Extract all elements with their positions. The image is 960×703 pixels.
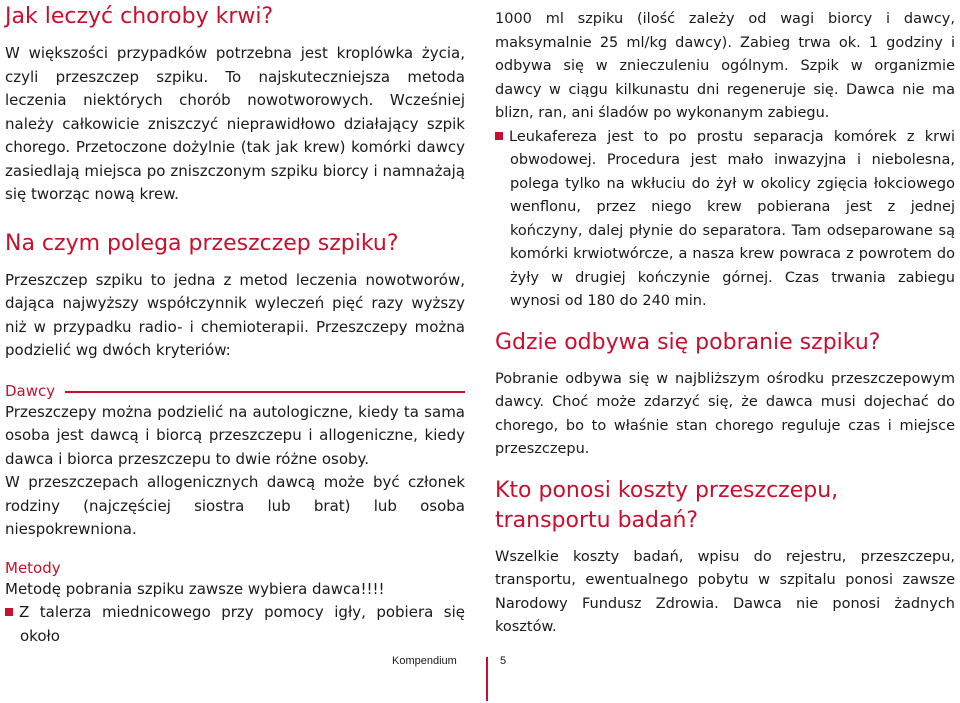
- methods-heading-row: [5, 558, 465, 578]
- methods-bullet-1: [5, 601, 465, 648]
- bullet-square-icon: [5, 608, 13, 616]
- donors-paragraph-1: Przeszczepy można podzielić na autologiczne, kiedy ta sama osoba jest dawcą i biorcą przeszczepu i allogeniczne, kiedy dawca i biorca przeszczepu to dwie różne osoby.: [5, 402, 465, 468]
- footer-label: Kompendium: [392, 655, 457, 667]
- footer-divider: [486, 657, 488, 701]
- costs-paragraph: Wszelkie koszty badań, wpisu do rejestru, przeszczepu, transportu, ewentualnego pobytu w szpitalu ponosi zawsze Narodowy Fundusz Zdrowia. Dawca nie ponosi żadnych kosztów.: [495, 548, 955, 635]
- methods-heading: Metody: [5, 558, 61, 577]
- methods-bullet-1-text: Z talerza miednicowego przy pomocy igły, pobiera się około: [19, 603, 465, 645]
- heading-divider: [65, 391, 465, 393]
- section-heading-costs: Kto ponosi koszty przeszczepu, transportu badań?: [495, 477, 839, 533]
- right-column: [495, 0, 955, 640]
- section-heading-where: Gdzie odbywa się pobranie szpiku?: [495, 329, 881, 355]
- donors-paragraph-2: W przeszczepach allogenicznych dawcą może być członek rodziny (najczęściej siostra lub brat) lub osoba niespokrewniona.: [5, 473, 465, 538]
- methods-bullet-2: [495, 126, 955, 314]
- methods-paragraph: Metodę pobrania szpiku zawsze wybiera dawca!!!!: [5, 579, 385, 598]
- page-title: Jak leczyć choroby krwi?: [5, 4, 274, 29]
- intro-paragraph: W większości przypadków potrzebna jest kroplówka życia, czyli przeszczep szpiku. To najskuteczniejsza metoda leczenia niektórych chorób nowotworowych. Wcześniej należy całkowicie zniszczyć nieprawidłowo działający szpik chorego. Przetoczone dożylnie (tak jak krew) komórki dawcy zasiedlają miejsca po zniszczonym szpiku biorcy i namnażają się tworząc nową krew.: [5, 44, 465, 203]
- section-heading-transplant: Na czym polega przeszczep szpiku?: [5, 230, 399, 256]
- continuation-paragraph: 1000 ml szpiku (ilość zależy od wagi biorcy i dawcy, maksymalnie 25 ml/kg dawcy). Zabieg trwa ok. 1 godziny i odbywa się w znieczuleniu ogólnym. Szpik w organizmie dawcy w ciągu kilkunastu dni regeneruje się. Dawca nie ma blizn, ran, ani śladów po wykonanym zabiegu.: [495, 11, 955, 121]
- where-paragraph: Pobranie odbywa się w najbliższym ośrodku przeszczepowym dawcy. Choć może zdarzyć się, że dawca musi dojechać do chorego, bo to właśnie stan chorego reguluje czas i miejsce przeszczepu.: [495, 370, 955, 457]
- left-column: [5, 0, 465, 648]
- donors-heading-row: [5, 381, 465, 401]
- page-number: 5: [500, 655, 507, 667]
- donors-heading: Dawcy: [5, 381, 56, 400]
- bullet-square-icon: [495, 132, 503, 140]
- methods-bullet-2-text: Leukafereza jest to po prostu separacja komórek z krwi obwodowej. Procedura jest mało inwazyjna i niebolesna, polega tylko na wkłuciu do żył w okolicy zgięcia łokciowego wenflonu, przez niego krew pobierana jest z jednej kończyny, dalej płynie do separatora. Tam odseparowane są komórki krwiotwórcze, a nasza krew powraca z powrotem do żyły w drugiej kończynie górnej. Czas trwania zabiegu wynosi od 180 do 240 min.: [509, 128, 955, 309]
- transplant-paragraph: Przeszczep szpiku to jedna z metod leczenia nowotworów, dająca najwyższy współczynnik wyleczeń pięć razy wyższy niż w przypadku radio- i chemioterapii. Przeszczepy można podzielić wg dwóch kryteriów:: [5, 270, 465, 359]
